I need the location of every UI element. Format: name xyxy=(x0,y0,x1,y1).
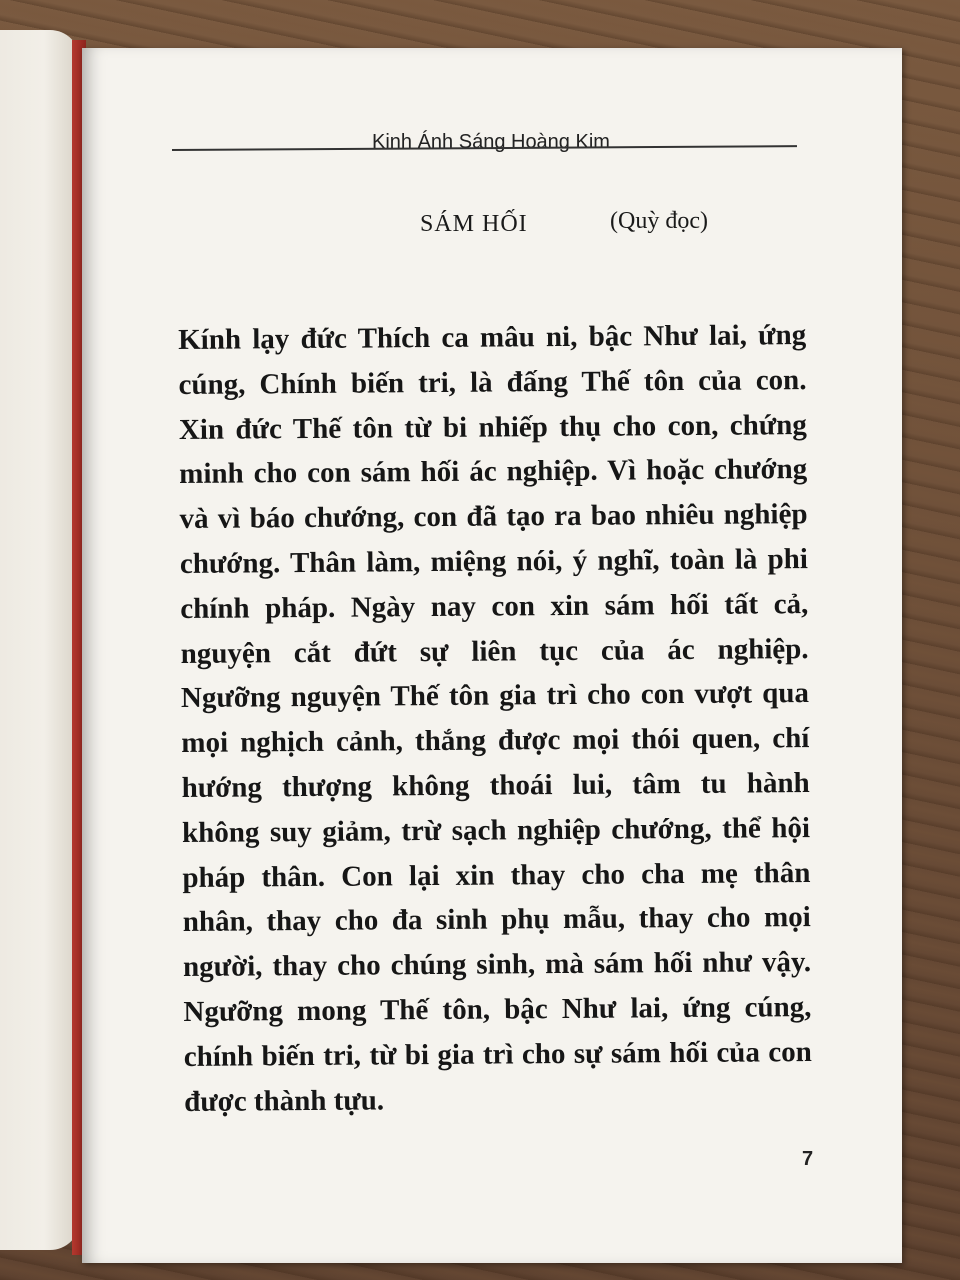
text-line: chính biến tri, từ bi gia trì cho sự sám hối của con xyxy=(183,1035,812,1073)
text-line: Ngưỡng nguyện Thế tôn gia trì cho con vượt qua xyxy=(180,677,810,715)
section-title: SÁM HỐI xyxy=(420,211,528,237)
facing-page-edge xyxy=(0,30,80,1250)
text-line: mọi nghịch cảnh, thắng được mọi thói quen, chí xyxy=(181,722,810,760)
text-line: và vì báo chướng, con đã tạo ra bao nhiêu nghiệp xyxy=(179,498,808,536)
book-page xyxy=(82,48,902,1263)
text-line: người, thay cho chúng sinh, mà sám hối như vậy. xyxy=(182,946,812,984)
text-line: Xin đức Thế tôn từ bi nhiếp thụ cho con, chứng xyxy=(178,408,807,446)
text-line: pháp thân. Con lại xin thay cho cha mẹ thân xyxy=(182,856,811,894)
text-line: chính pháp. Ngày nay con xin sám hối tất cả, xyxy=(180,587,809,625)
section-note: (Quỳ đọc) xyxy=(610,208,708,234)
text-line: nhân, thay cho đa sinh phụ mẫu, thay cho mọi xyxy=(182,901,811,939)
text-line: được thành tựu. xyxy=(184,1083,385,1118)
page-number: 7 xyxy=(802,1148,814,1170)
text-line: không suy giảm, trừ sạch nghiệp chướng, thể hội xyxy=(181,811,811,849)
text-line: cúng, Chính biến tri, là đấng Thế tôn của con. xyxy=(178,363,807,401)
text-line: nguyện cắt đứt sự liên tục của ác nghiệp. xyxy=(180,632,809,670)
text-line: chướng. Thân làm, miệng nói, ý nghĩ, toàn là phi xyxy=(179,543,809,580)
text-line: minh cho con sám hối ác nghiệp. Vì hoặc chướng xyxy=(179,453,808,491)
running-header: Kinh Ánh Sáng Hoàng Kim xyxy=(372,131,610,153)
text-line: Ngưỡng mong Thế tôn, bậc Như lai, ứng cúng, xyxy=(183,990,812,1028)
body-paragraph xyxy=(178,313,812,1124)
text-line: Kính lạy đức Thích ca mâu ni, bậc Như lai, ứng xyxy=(178,319,807,356)
text-line: hướng thượng không thoái lui, tâm tu hành xyxy=(181,767,810,804)
